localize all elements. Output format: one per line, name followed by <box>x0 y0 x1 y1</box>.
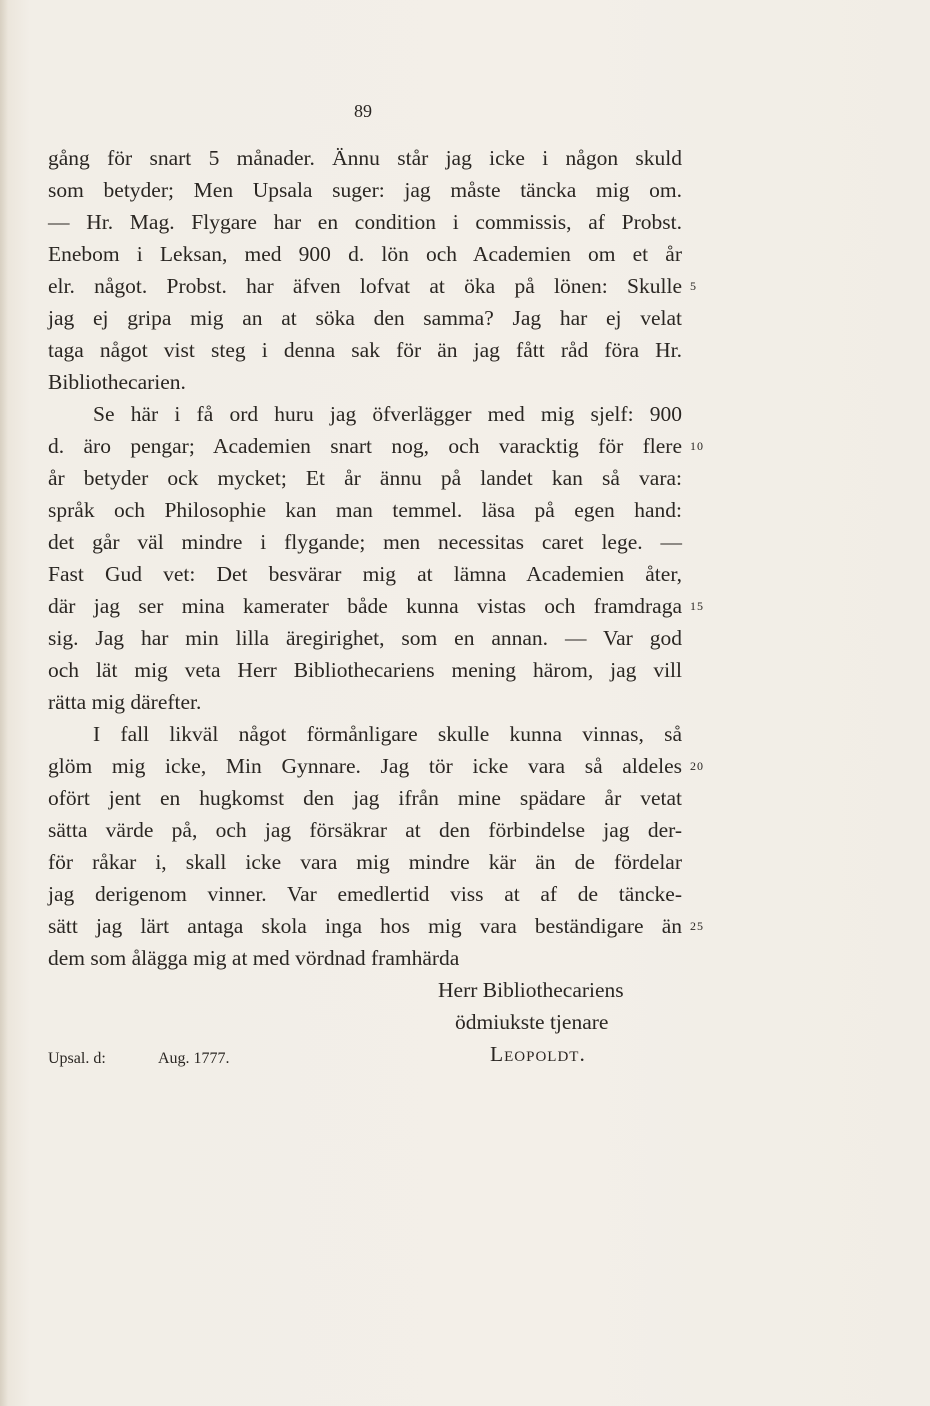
page-edge-shadow <box>0 0 8 1406</box>
text-line-10: d. äro pengar; Academien snart nog, och varacktig för flere <box>48 434 682 458</box>
line-number-15: 15 <box>690 599 704 613</box>
line-number-25: 25 <box>690 919 704 933</box>
text-line-25: sätt jag lärt antaga skola inga hos mig vara beständigare än <box>48 914 682 938</box>
text-line-17: och lät mig veta Herr Bibliothecariens mening härom, jag vill <box>48 658 682 682</box>
page-number: 89 <box>354 101 372 121</box>
text-line-21: ofört jent en hugkomst den jag ifrån mine spädare år vetat <box>48 786 682 810</box>
text-line-15: där jag ser mina kamerater både kunna vistas och framdraga <box>48 594 682 618</box>
text-line-12: språk och Philosophie kan man temmel. läsa på egen hand: <box>48 498 682 522</box>
line-number-5: 5 <box>690 279 697 293</box>
text-line-20: glöm mig icke, Min Gynnare. Jag tör icke vara så aldeles <box>48 754 682 778</box>
signature: Leopoldt. <box>490 1042 586 1066</box>
text-line-9: Se här i få ord huru jag öfverlägger med mig sjelf: 900 <box>93 402 682 426</box>
line-number-10: 10 <box>690 439 704 453</box>
dateline-date: Aug. 1777. <box>158 1050 230 1067</box>
closing-servant: ödmiukste tjenare <box>455 1010 609 1034</box>
text-line-18: rätta mig därefter. <box>48 690 202 714</box>
text-line-14: Fast Gud vet: Det besvärar mig at lämna Academien åter, <box>48 562 682 586</box>
text-line-23: för råkar i, skall icke vara mig mindre kär än de fördelar <box>48 850 682 874</box>
text-line-3: — Hr. Mag. Flygare har en condition i commissis, af Probst. <box>48 210 682 234</box>
line-number-20: 20 <box>690 759 704 773</box>
text-line-8: Bibliothecarien. <box>48 370 186 394</box>
text-line-2: som betyder; Men Upsala suger: jag måste täncka mig om. <box>48 178 682 202</box>
text-line-13: det går väl mindre i flygande; men necessitas caret lege. — <box>48 530 682 554</box>
text-line-26: dem som ålägga mig at med vördnad framhärda <box>48 946 460 970</box>
text-line-1: gång för snart 5 månader. Ännu står jag icke i någon skuld <box>48 146 682 170</box>
closing-salutation: Herr Bibliothecariens <box>438 978 624 1002</box>
text-line-6: jag ej gripa mig an at söka den samma? Jag har ej velat <box>48 306 682 330</box>
text-line-4: Enebom i Leksan, med 900 d. lön och Academien om et år <box>48 242 682 266</box>
text-line-5: elr. något. Probst. har äfven lofvat at öka på lönen: Skulle <box>48 274 682 298</box>
text-line-24: jag derigenom vinner. Var emedlertid viss at af de täncke- <box>48 882 682 906</box>
text-line-11: år betyder ock mycket; Et år ännu på landet kan så vara: <box>48 466 682 490</box>
text-line-16: sig. Jag har min lilla äregirighet, som en annan. — Var god <box>48 626 682 650</box>
dateline-place: Upsal. d: <box>48 1050 106 1067</box>
text-line-22: sätta värde på, och jag försäkrar at den förbindelse jag der- <box>48 818 682 842</box>
text-line-7: taga något vist steg i denna sak för än jag fått råd föra Hr. <box>48 338 682 362</box>
text-line-19: I fall likväl något förmånligare skulle kunna vinnas, så <box>93 722 682 746</box>
